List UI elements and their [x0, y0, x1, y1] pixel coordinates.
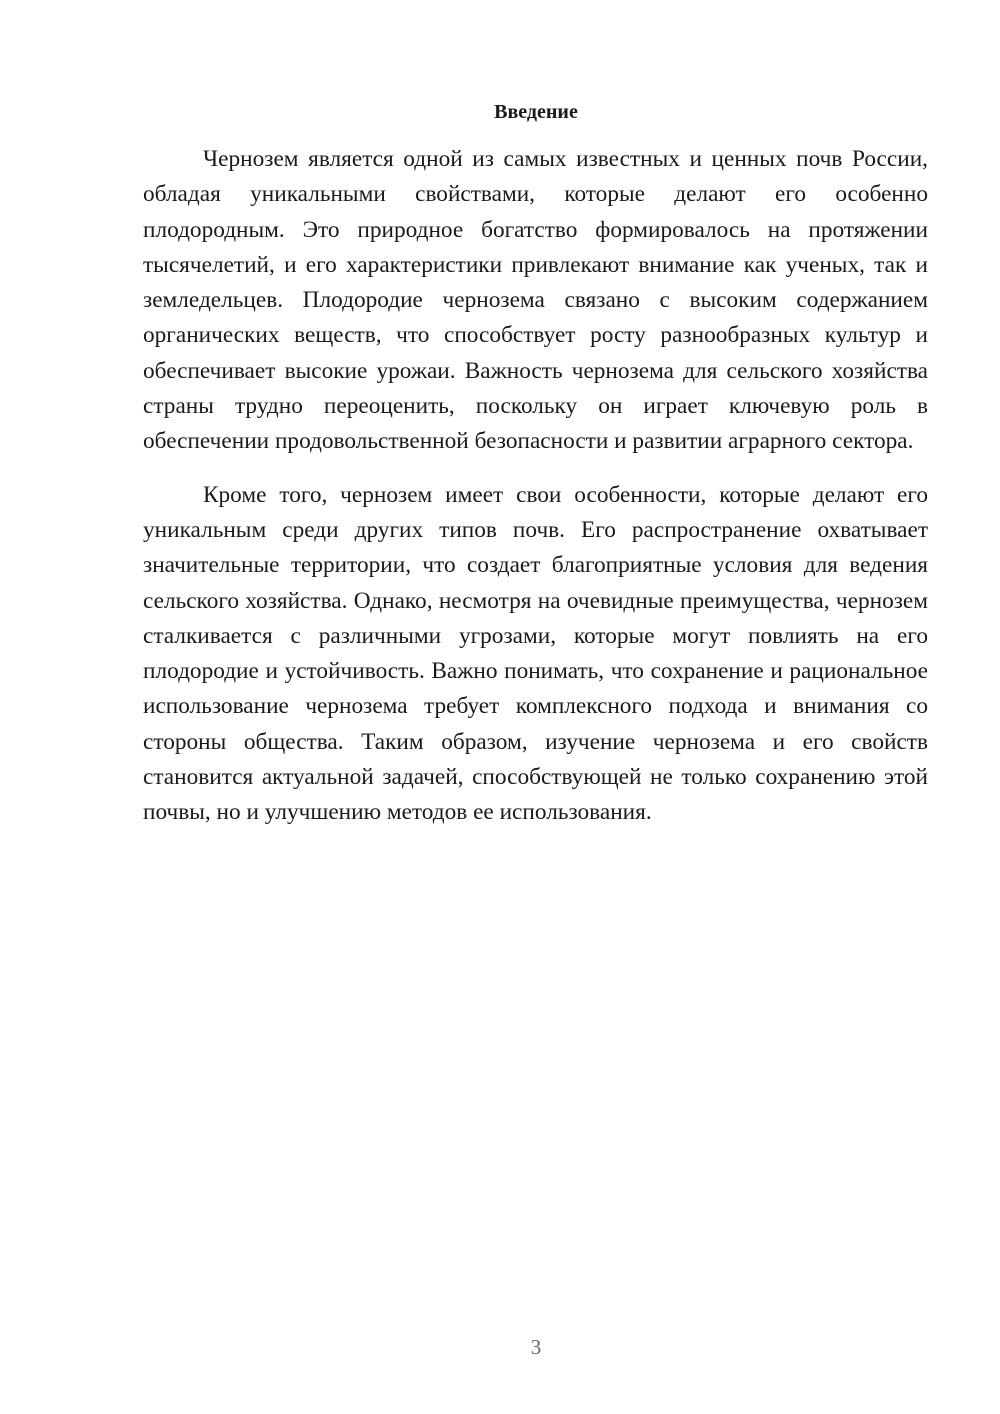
page-number: 3	[530, 1335, 542, 1359]
section-heading: Введение	[494, 101, 578, 123]
paragraph-2: Кроме того, чернозем имеет свои особенности, которые делают его уникальным среди других типов почв. Его распространение охватывает значительные территории, что создает благоприятные условия для ведения сельского хозяйства. Однако, несмотря на очевидные преимущества, чернозем сталкивается с различными угрозами, которые могут повлиять на его плодородие и устойчивость. Важно понимать, что сохранение и рациональное использование чернозема требует комплексного подхода и внимания со стороны общества. Таким образом, изучение чернозема и его свойств становится актуальной задачей, способствующей не только сохранению этой почвы, но и улучшению методов ее использования.	[143, 481, 928, 826]
body-text	[143, 142, 928, 831]
paragraph-1: Чернозем является одной из самых известных и ценных почв России, обладая уникальными свойствами, которые делают его особенно плодородным. Это природное богатство формировалось на протяжении тысячелетий, и его характеристики привлекают внимание как ученых, так и земледельцев. Плодородие чернозема связано с высоким содержанием органических веществ, что способствует росту разнообразных культур и обеспечивает высокие урожаи. Важность чернозема для сельского хозяйства страны трудно переоценить, поскольку он играет ключевую роль в обеспечении продовольственной безопасности и развитии аграрного сектора.	[143, 146, 928, 455]
